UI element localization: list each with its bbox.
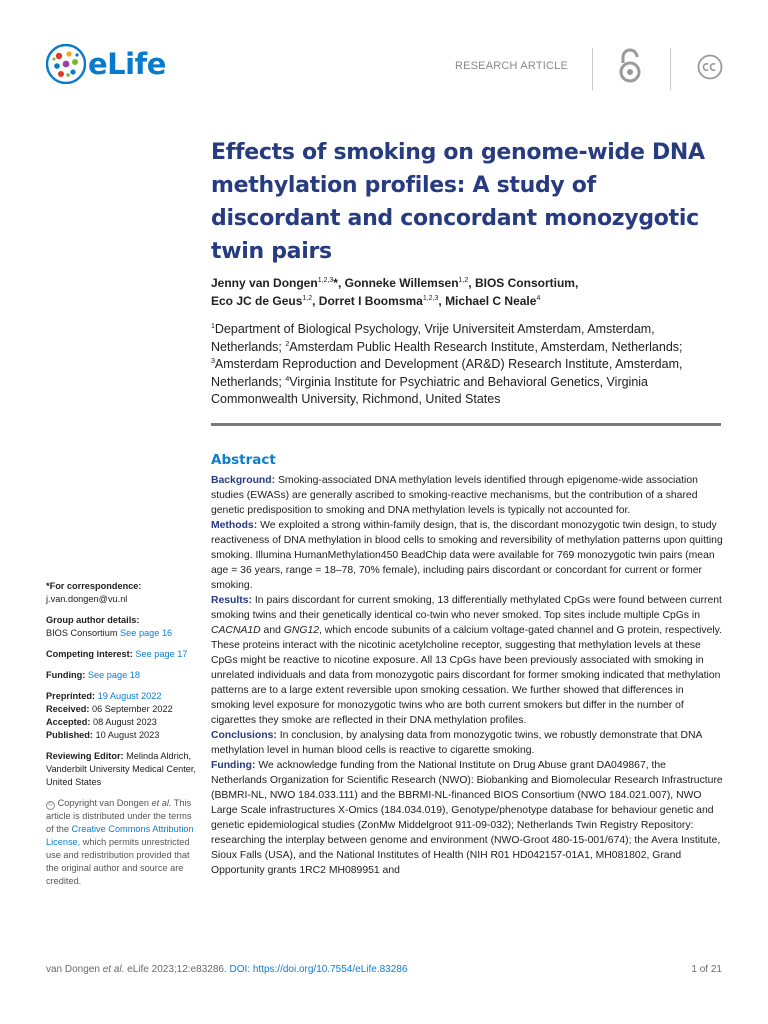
article-sidebar	[46, 580, 196, 896]
affiliation-marker: 1,2	[302, 295, 313, 302]
copyright-text: This article is distributed under the terms of the	[46, 798, 192, 834]
section-label: Conclusions:	[211, 730, 277, 741]
reviewing-editor-text: Melinda Aldrich, Vanderbilt University Medical Center, United States	[46, 751, 196, 787]
gene-name: GNG12	[283, 625, 320, 636]
abstract-heading: Abstract	[211, 452, 276, 468]
header-divider	[670, 48, 671, 90]
doi-link[interactable]: DOI: https://doi.org/10.7554/eLife.83286	[229, 964, 408, 975]
group-author-text: BIOS Consortium	[46, 628, 121, 638]
section-label: Methods:	[211, 520, 258, 531]
author-name[interactable]: Gonneke Willemsen	[344, 276, 459, 290]
citation	[46, 964, 407, 975]
affiliation-marker: 1,2,3	[422, 295, 439, 302]
license-link[interactable]: Creative Commons Attribution License,	[46, 824, 194, 847]
elife-logo[interactable]	[46, 44, 166, 84]
author-name[interactable]: Dorret I Boomsma	[318, 294, 423, 308]
author-name[interactable]: Jenny van Dongen	[211, 276, 318, 290]
abstract-background	[211, 473, 723, 518]
received-label: Received:	[46, 704, 90, 714]
affiliation-number: 1	[211, 323, 215, 330]
copyright-block	[46, 797, 196, 888]
citation-text: eLife 2023;12:e83286.	[124, 964, 230, 975]
section-label: Background:	[211, 475, 276, 486]
funding-block	[46, 669, 196, 682]
copyright-text: which permits unrestricted use and redistribution provided that the original author and source are credited.	[46, 837, 190, 886]
affiliations	[211, 321, 723, 409]
affiliation-marker: 4	[536, 295, 541, 302]
abstract-body	[211, 473, 723, 878]
competing-interest-link[interactable]: See page 17	[135, 649, 188, 659]
affiliation-number: 2	[285, 340, 290, 348]
accepted-date: 08 August 2023	[92, 717, 157, 727]
competing-interest-label: Competing interest:	[46, 649, 133, 659]
preprinted-date[interactable]: 19 August 2022	[97, 691, 162, 701]
dates-block	[46, 690, 196, 742]
competing-interest-block	[46, 648, 196, 661]
preprinted-label: Preprinted:	[46, 691, 96, 701]
section-text: , which encode subunits of a calcium voltage-gated channel and G protein, respectively. These proteins interact with the nicotinic acetylcholine receptor, suggesting that methylation levels at these CpGs might be reactive to nicotine exposure. All 13 CpGs have been previously associated with smoking in unrelated individuals and data from monozygotic pairs discordant for former smoking indicated that methylation patterns are to a large extent reversible upon smoking cessation. We further showed that differences in smoking level exposure for monozygotic twins who are both current smokers but differ in the number of cigarettes they smoke are reflected in their DNA methylation profiles.	[211, 625, 722, 726]
published-date: 10 August 2023	[95, 730, 160, 740]
article-title: Effects of smoking on genome-wide DNA methylation profiles: A study of discordant and concordant monozygotic twin pairs	[211, 140, 705, 264]
author-name[interactable]: Eco JC de Geus	[211, 294, 303, 308]
abstract-funding	[211, 758, 723, 878]
affiliation-text: Department of Biological Psychology, Vrije Universiteit Amsterdam, Amsterdam, Netherlands;	[211, 322, 655, 354]
gene-name: CACNA1D	[211, 625, 261, 636]
section-text: Smoking-associated DNA methylation levels identified through epigenome-wide association studies (EWASs) are generally ascribed to smoking-reactive mechanisms, but the contribution of a shared genetic predisposition to smoking and DNA methylation levels is typically not accounted for.	[211, 475, 698, 516]
correspondence-block	[46, 580, 196, 606]
abstract-results	[211, 593, 723, 728]
reviewing-editor-block	[46, 750, 196, 789]
affiliation-marker: 1,2,3	[317, 277, 334, 284]
citation-etal: et al.	[102, 964, 125, 975]
abstract-methods	[211, 518, 723, 593]
author-name[interactable]: Michael C Neale	[445, 294, 537, 308]
section-text: In pairs discordant for current smoking, 13 differentially methylated CpGs were found between current smoking twins and their genetically identical co-twin who never smoked. Top sites include multiple CpGs in	[211, 595, 722, 621]
correspondence-label: *For correspondence:	[46, 581, 142, 591]
section-divider	[211, 423, 721, 426]
group-author-link[interactable]: See page 16	[120, 628, 173, 638]
page-number: 1 of 21	[691, 964, 722, 975]
creative-commons-icon[interactable]	[697, 54, 723, 80]
received-date: 06 September 2022	[91, 704, 173, 714]
section-text: and	[260, 625, 284, 636]
group-author-block	[46, 614, 196, 640]
correspondence-email[interactable]: j.van.dongen@vu.nl	[46, 594, 128, 604]
section-text: In conclusion, by analysing data from monozygotic twins, we robustly demonstrate that DNA methylation level in human blood cells is reactive to cigarette smoking.	[211, 730, 702, 756]
copyright-etal: et al.	[151, 798, 172, 808]
affiliation-marker: 1,2	[458, 277, 469, 284]
author-list: Jenny van Dongen$^{1,2,3}$*, Gonneke Willemsen$^{1,2}$, BIOS Consortium, Eco JC de Geus$^{1,2}$, Dorret I Boomsma$^{1,2,3}$, Michael C Neale$^4$	[211, 276, 579, 308]
affiliation-number: 4	[285, 375, 290, 383]
citation-text: van Dongen	[46, 964, 103, 975]
corresponding-mark: *	[333, 276, 338, 290]
accepted-label: Accepted:	[46, 717, 91, 727]
section-text: We acknowledge funding from the National Institute on Drug Abuse grant DA049867, the Netherlands Organization for Scientific Research (NWO): Biobanking and Biomolecular Research Infrastructure (BBMRI-NL, NWO 184.033.111) and the BBRMI-NL-financed BIOS Consortium (NWO 184.021.007), NWO Large Scale infrastructures X-Omics (184.034.019), Genotype/phenotype database for behaviour genetic and genetic epidemiological studies (ZonMw Middelgroot 911-09-032); Netherlands Twin Registry Repository: researching the interplay between genome and environment (NWO-Groot 480-15-001/674); the Avera Institute, Sioux Falls (USA), and the National Institutes of Health (NIH R01 HD042157-01A1, MH081802, Grand Opportunity grants 1RC2 MH089951 and	[211, 760, 723, 876]
group-author-label: Group author details:	[46, 615, 140, 625]
affiliation-number: 3	[211, 358, 215, 365]
copyright-text: Copyright van Dongen	[57, 798, 152, 808]
affiliation-text: Amsterdam Public Health Research Institute, Amsterdam, Netherlands;	[289, 339, 683, 354]
affiliation-text: Amsterdam Reproduction and Development (AR&D) Research Institute, Amsterdam, Netherlands;	[211, 357, 683, 389]
funding-link[interactable]: See page 18	[87, 670, 140, 680]
affiliation-text: Virginia Institute for Psychiatric and Behavioral Genetics, Virginia Commonwealth University, Richmond, United States	[211, 374, 649, 406]
open-access-icon[interactable]	[617, 48, 643, 84]
author-name[interactable]: BIOS Consortium	[474, 276, 575, 290]
section-text: We exploited a strong within-family design, that is, the discordant monozygotic twin design, to study reactiveness of DNA methylation in blood cells to smoking and reversibility of methylation patterns upon quitting smoking. Illumina HumanMethylation450 BeadChip data were available for 769 monozygotic twin pairs (mean age = 36 years, range = 18–78, 70% female), including pairs discordant or concordant for current or former smoking.	[211, 520, 723, 591]
article-type-label: RESEARCH ARTICLE	[454, 60, 568, 72]
abstract-conclusions	[211, 728, 723, 758]
elife-logo-icon	[46, 44, 86, 84]
section-label: Results:	[211, 595, 252, 606]
reviewing-editor-label: Reviewing Editor:	[46, 751, 124, 761]
elife-logo-text: eLife	[88, 46, 166, 81]
funding-label: Funding:	[46, 670, 86, 680]
header-divider	[592, 48, 593, 90]
section-label: Funding:	[211, 760, 256, 771]
copyright-icon: ©	[46, 801, 55, 810]
page-footer	[46, 964, 722, 975]
published-label: Published:	[46, 730, 93, 740]
